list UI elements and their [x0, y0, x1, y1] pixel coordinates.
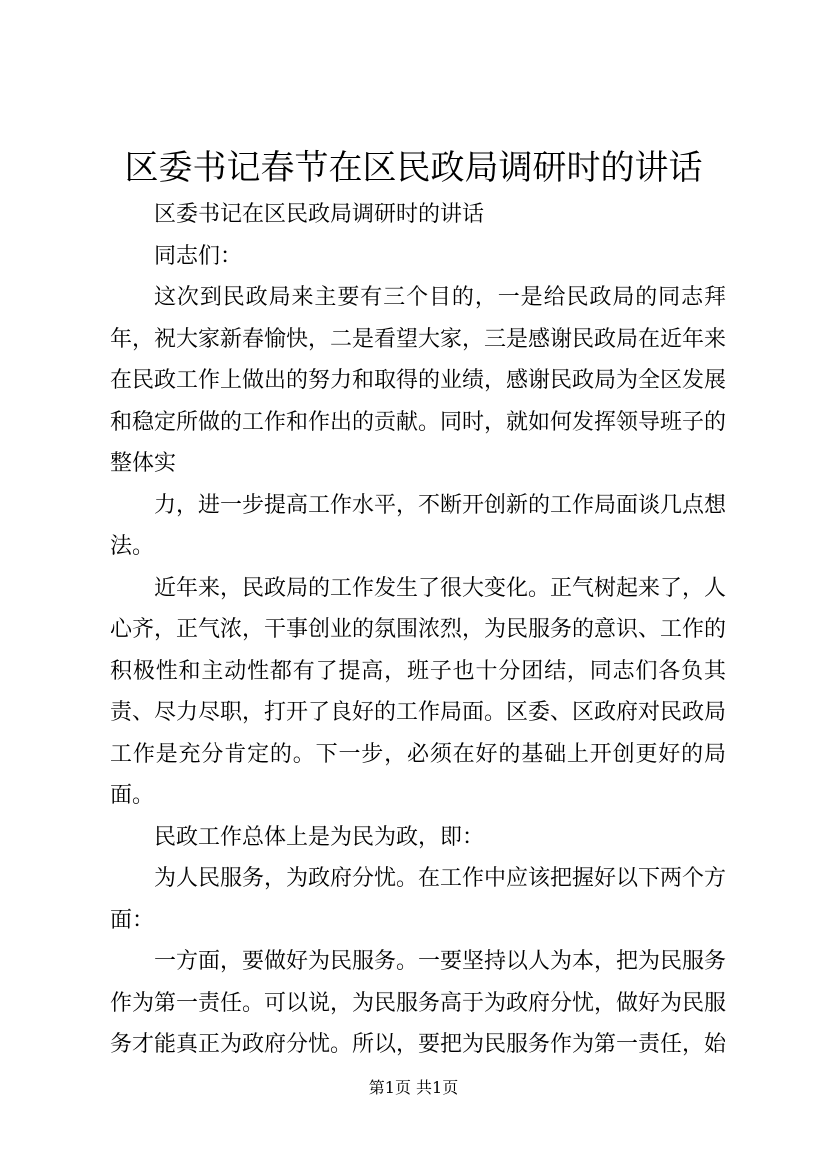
paragraph-purpose-continued: 力，进一步提高工作水平，不断开创新的工作局面谈几点想法。: [110, 492, 727, 559]
paragraph-purpose: 这次到民政局来主要有三个目的，一是给民政局的同志拜年，祝大家新春愉快，二是看望大家，三是感谢民政局在近年来在民政工作上做出的努力和取得的业绩，感谢民政局为全区发展和稳定所做的工作和作出的贡献。同时，就如何发挥领导班子的整体实: [110, 285, 727, 476]
paragraph-serve-people: 一方面，要做好为民服务。一要坚持以人为本，把为民服务作为第一责任。可以说，为民服务高于为政府分忧，做好为民服务才能真正为政府分忧。所以，要把为民服务作为第一责任，始: [110, 949, 727, 1057]
paragraph-subtitle: 区委书记在区民政局调研时的讲话: [154, 202, 485, 227]
paragraph-salutation: 同志们：: [154, 243, 243, 269]
document-title: 区委书记春节在区民政局调研时的讲话: [124, 148, 703, 188]
page-footer: 第1页 共1页: [368, 1078, 459, 1097]
paragraph-two-aspects: 为人民服务，为政府分忧。在工作中应该把握好以下两个方面：: [110, 866, 727, 933]
paragraph-overall: 民政工作总体上是为民为政，即：: [154, 824, 485, 850]
document-body: [110, 194, 726, 1066]
paragraph-recent-years: 近年来，民政局的工作发生了很大变化。正气树起来了，人心齐，正气浓，干事创业的氛围浓烈，为民服务的意识、工作的积极性和主动性都有了提高，班子也十分团结，同志们各负其责、尽力尽职，打开了良好的工作局面。区委、区政府对民政局工作是充分肯定的。下一步，必须在好的基础上开创更好的局面。: [110, 575, 727, 808]
